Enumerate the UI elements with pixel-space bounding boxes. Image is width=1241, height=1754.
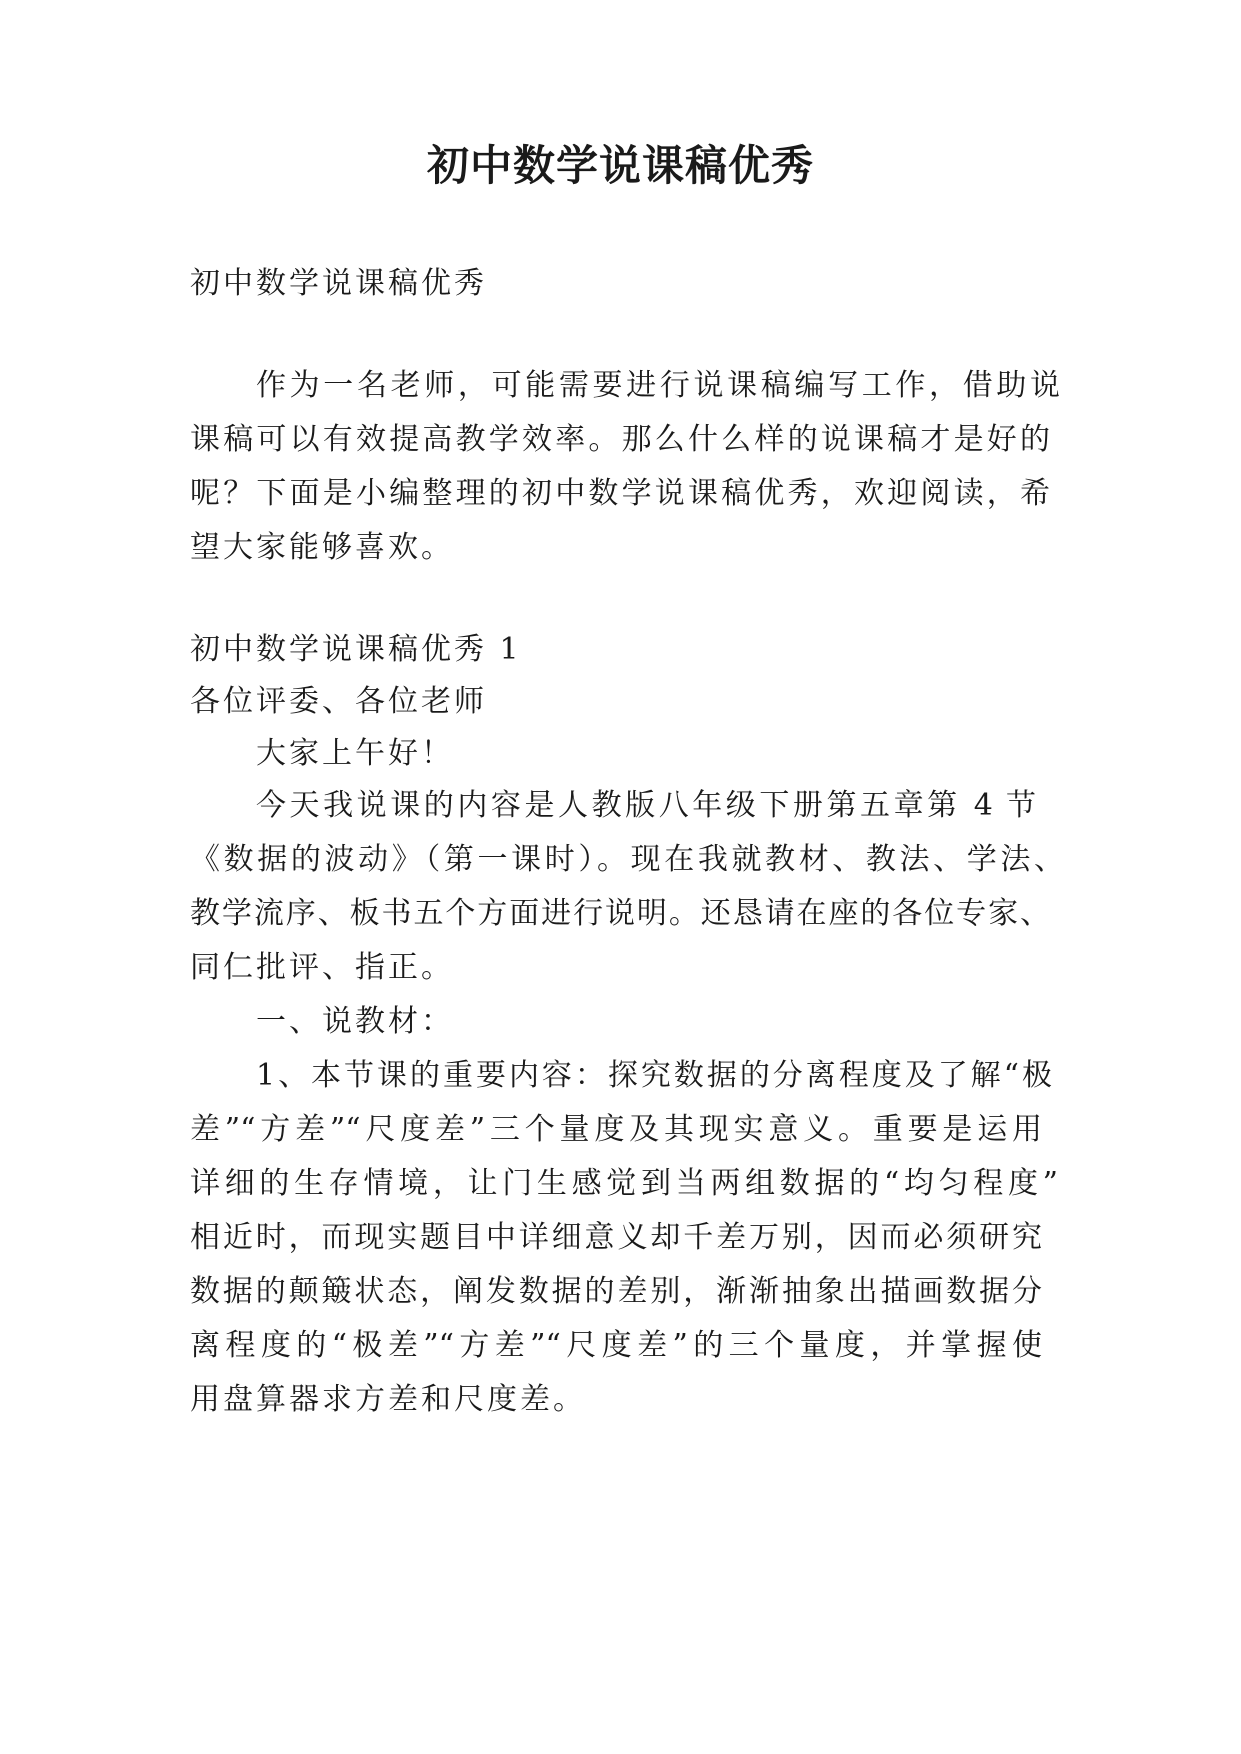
content-line-6: 离程度的“极差”“方差”“尺度差”的三个量度，并掌握使 [190,1328,1042,1363]
body-line-3: 教学流序、板书五个方面进行说明。还恳请在座的各位专家、 [190,896,1050,931]
content-line-4: 相近时，而现实题目中详细意义却千差万别，因而必须研究 [190,1220,1042,1255]
content-line-2: 差”“方差”“尺度差”三个量度及其现实意义。重要是运用 [190,1112,1042,1147]
body-line-4: 同仁批评、指正。 [190,950,454,985]
document-subtitle: 初中数学说课稿优秀 [190,266,487,301]
intro-line-2: 课稿可以有效提高教学效率。那么什么样的说课稿才是好的 [190,422,1050,457]
content-line-7: 用盘算器求方差和尺度差。 [190,1382,586,1417]
part-heading: 一、说教材： [256,1004,454,1039]
greeting: 大家上午好！ [256,736,454,771]
intro-line-1: 作为一名老师，可能需要进行说课稿编写工作，借助说 [256,368,1060,403]
document-title: 初中数学说课稿优秀 [426,141,814,190]
body-line-1: 今天我说课的内容是人教版八年级下册第五章第 4 节 [256,788,1036,823]
intro-line-4: 望大家能够喜欢。 [190,530,454,565]
content-line-1: 1、本节课的重要内容：探究数据的分离程度及了解“极 [256,1058,1052,1093]
intro-line-3: 呢？下面是小编整理的初中数学说课稿优秀，欢迎阅读，希 [190,476,1050,511]
section-heading: 初中数学说课稿优秀 1 [190,632,522,667]
salutation: 各位评委、各位老师 [190,684,487,719]
content-line-5: 数据的颠簸状态，阐发数据的差别，渐渐抽象出描画数据分 [190,1274,1042,1309]
body-line-2: 《数据的波动》（第一课时）。现在我就教材、教法、学法、 [190,842,1064,877]
content-line-3: 详细的生存情境，让门生感觉到当两组数据的“均匀程度” [190,1166,1058,1201]
